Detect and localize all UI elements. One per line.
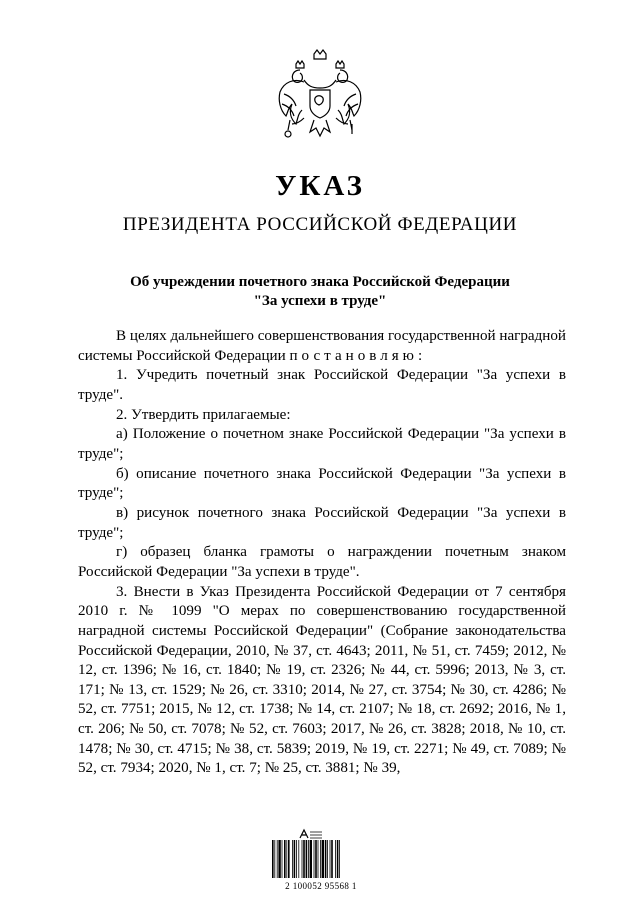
paragraph-preamble	[78, 327, 566, 366]
decree-heading-line1: Об учреждении почетного знака Российской Федерации	[130, 274, 510, 290]
state-emblem	[274, 48, 366, 148]
paragraph-item-2a: а) Положение о почетном знаке Российской Федерации "За успехи в труде";	[78, 426, 566, 462]
paragraph-item-2d: г) образец бланка грамоты о награждении почетным знаком Российской Федерации "За успехи в труде".	[78, 544, 566, 580]
barcode	[268, 828, 374, 894]
paragraph-item-2c: в) рисунок почетного знака Российской Федерации "За успехи в труде";	[78, 504, 566, 541]
double-headed-eagle-icon	[274, 48, 366, 148]
preamble-text: В целях дальнейшего совершенствования государственной наградной системы Российской Федерации	[78, 328, 566, 364]
barcode-icon	[272, 840, 368, 878]
issuer-subtitle: ПРЕЗИДЕНТА РОССИЙСКОЙ ФЕДЕРАЦИИ	[122, 214, 518, 235]
decree-heading-line2: "За успехи в труде"	[253, 293, 387, 309]
preamble-colon: :	[417, 347, 423, 364]
printer-logo-icon	[296, 828, 326, 840]
paragraph-item-3: 3. Внести в Указ Президента Российской Федерации от 7 сентября 2010 г. № 1099 "О мерах по совершенствованию государственной наградной системы Российской Федерации" (Собрание законодательства Российской Федерации, 2010, № 37, ст. 4643; 2011, № 51, ст. 7459; 2012, № 12, ст. 1396; № 16, ст. 1840; № 19, ст. 2326; № 44, ст. 5996; 2013, № 3, ст. 171; № 13, ст. 1529; № 26, ст. 3310; 2014, № 27, ст. 3754; № 30, ст. 4286; № 52, ст. 7751; 2015, № 12, ст. 1738; № 14, ст. 2107; № 18, ст. 2692; 2016, № 1, ст. 206; № 50, ст. 7078; № 52, ст. 7603; 2017, № 26, ст. 3828; 2018, № 10, ст. 1478; № 30, ст. 4715; № 38, ст. 5839; 2019, № 19, ст. 2271; № 49, ст. 7089; № 52, ст. 7934; 2020, № 1, ст. 7; № 25, ст. 3881; № 39,	[78, 583, 566, 777]
paragraph-item-1: 1. Учредить почетный знак Российской Федерации "За успехи в труде".	[78, 367, 566, 403]
barcode-number: 2 100052 95568 1	[285, 881, 357, 891]
document-type-title: УКАЗ	[275, 170, 365, 202]
decree-heading	[80, 273, 560, 311]
paragraph-item-2: 2. Утвердить прилагаемые:	[116, 406, 291, 423]
decree-body	[78, 327, 566, 779]
paragraph-item-2b: б) описание почетного знака Российской Федерации "За успехи в труде";	[78, 465, 566, 502]
preamble-resolution: постановляю	[289, 347, 418, 364]
